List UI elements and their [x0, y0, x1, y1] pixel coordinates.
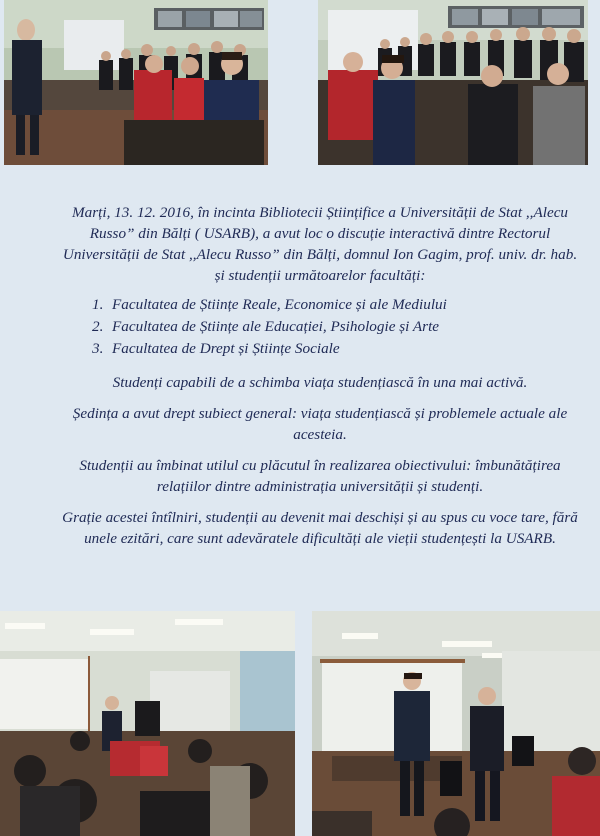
- paragraph-conclusion: Grație acestei întîlniri, studenții au devenit mai deschiși și au spus cu voce tare, fără unele ezitări, care sunt adevăratele dificultăți ale vieții studențești la USARB.: [62, 509, 578, 547]
- photo-bottom-right: [312, 611, 600, 836]
- list-item: 2. Facultatea de Științe ale Educației, Psihologie și Arte: [92, 318, 440, 335]
- photo-top-right: [318, 0, 588, 165]
- photo-bottom-left: [0, 611, 295, 836]
- meeting-photo-audience: [318, 0, 588, 165]
- paragraph-objective: Studenții au îmbinat utilul cu plăcutul în realizarea obiectivului: îmbunătățirea relațiilor dintre administrația universității și studenți.: [79, 457, 561, 495]
- hall-photo-speaker: [0, 611, 295, 836]
- article-text: [60, 202, 580, 559]
- intro-paragraph: Marți, 13. 12. 2016, în incinta Bibliotecii Științifice a Universității de Stat ,,Alecu Russo” din Bălți ( USARB), a avut loc o discuție interactivă dintre Rectorul Universității de Stat ,,Alecu Russo” din Bălți, domnul Ion Gagim, prof. univ. dr. hab. și studenții următoarelor facultăți:: [62, 204, 578, 284]
- paragraph-students-capable: Studenți capabili de a schimba viața studențiască în una mai activă.: [112, 374, 528, 391]
- photo-top-left: [4, 0, 268, 165]
- list-item: 3. Facultatea de Drept și Științe Sociale: [92, 340, 340, 357]
- faculty-list: [92, 294, 580, 360]
- list-item: 1. Facultatea de Științe Reale, Economice și ale Mediului: [92, 296, 447, 313]
- meeting-photo-speaker: [4, 0, 268, 165]
- hall-photo-two-speakers: [312, 611, 600, 836]
- paragraph-subject: Ședința a avut drept subiect general: viața studențiască și problemele actuale ale acesteia.: [72, 405, 568, 443]
